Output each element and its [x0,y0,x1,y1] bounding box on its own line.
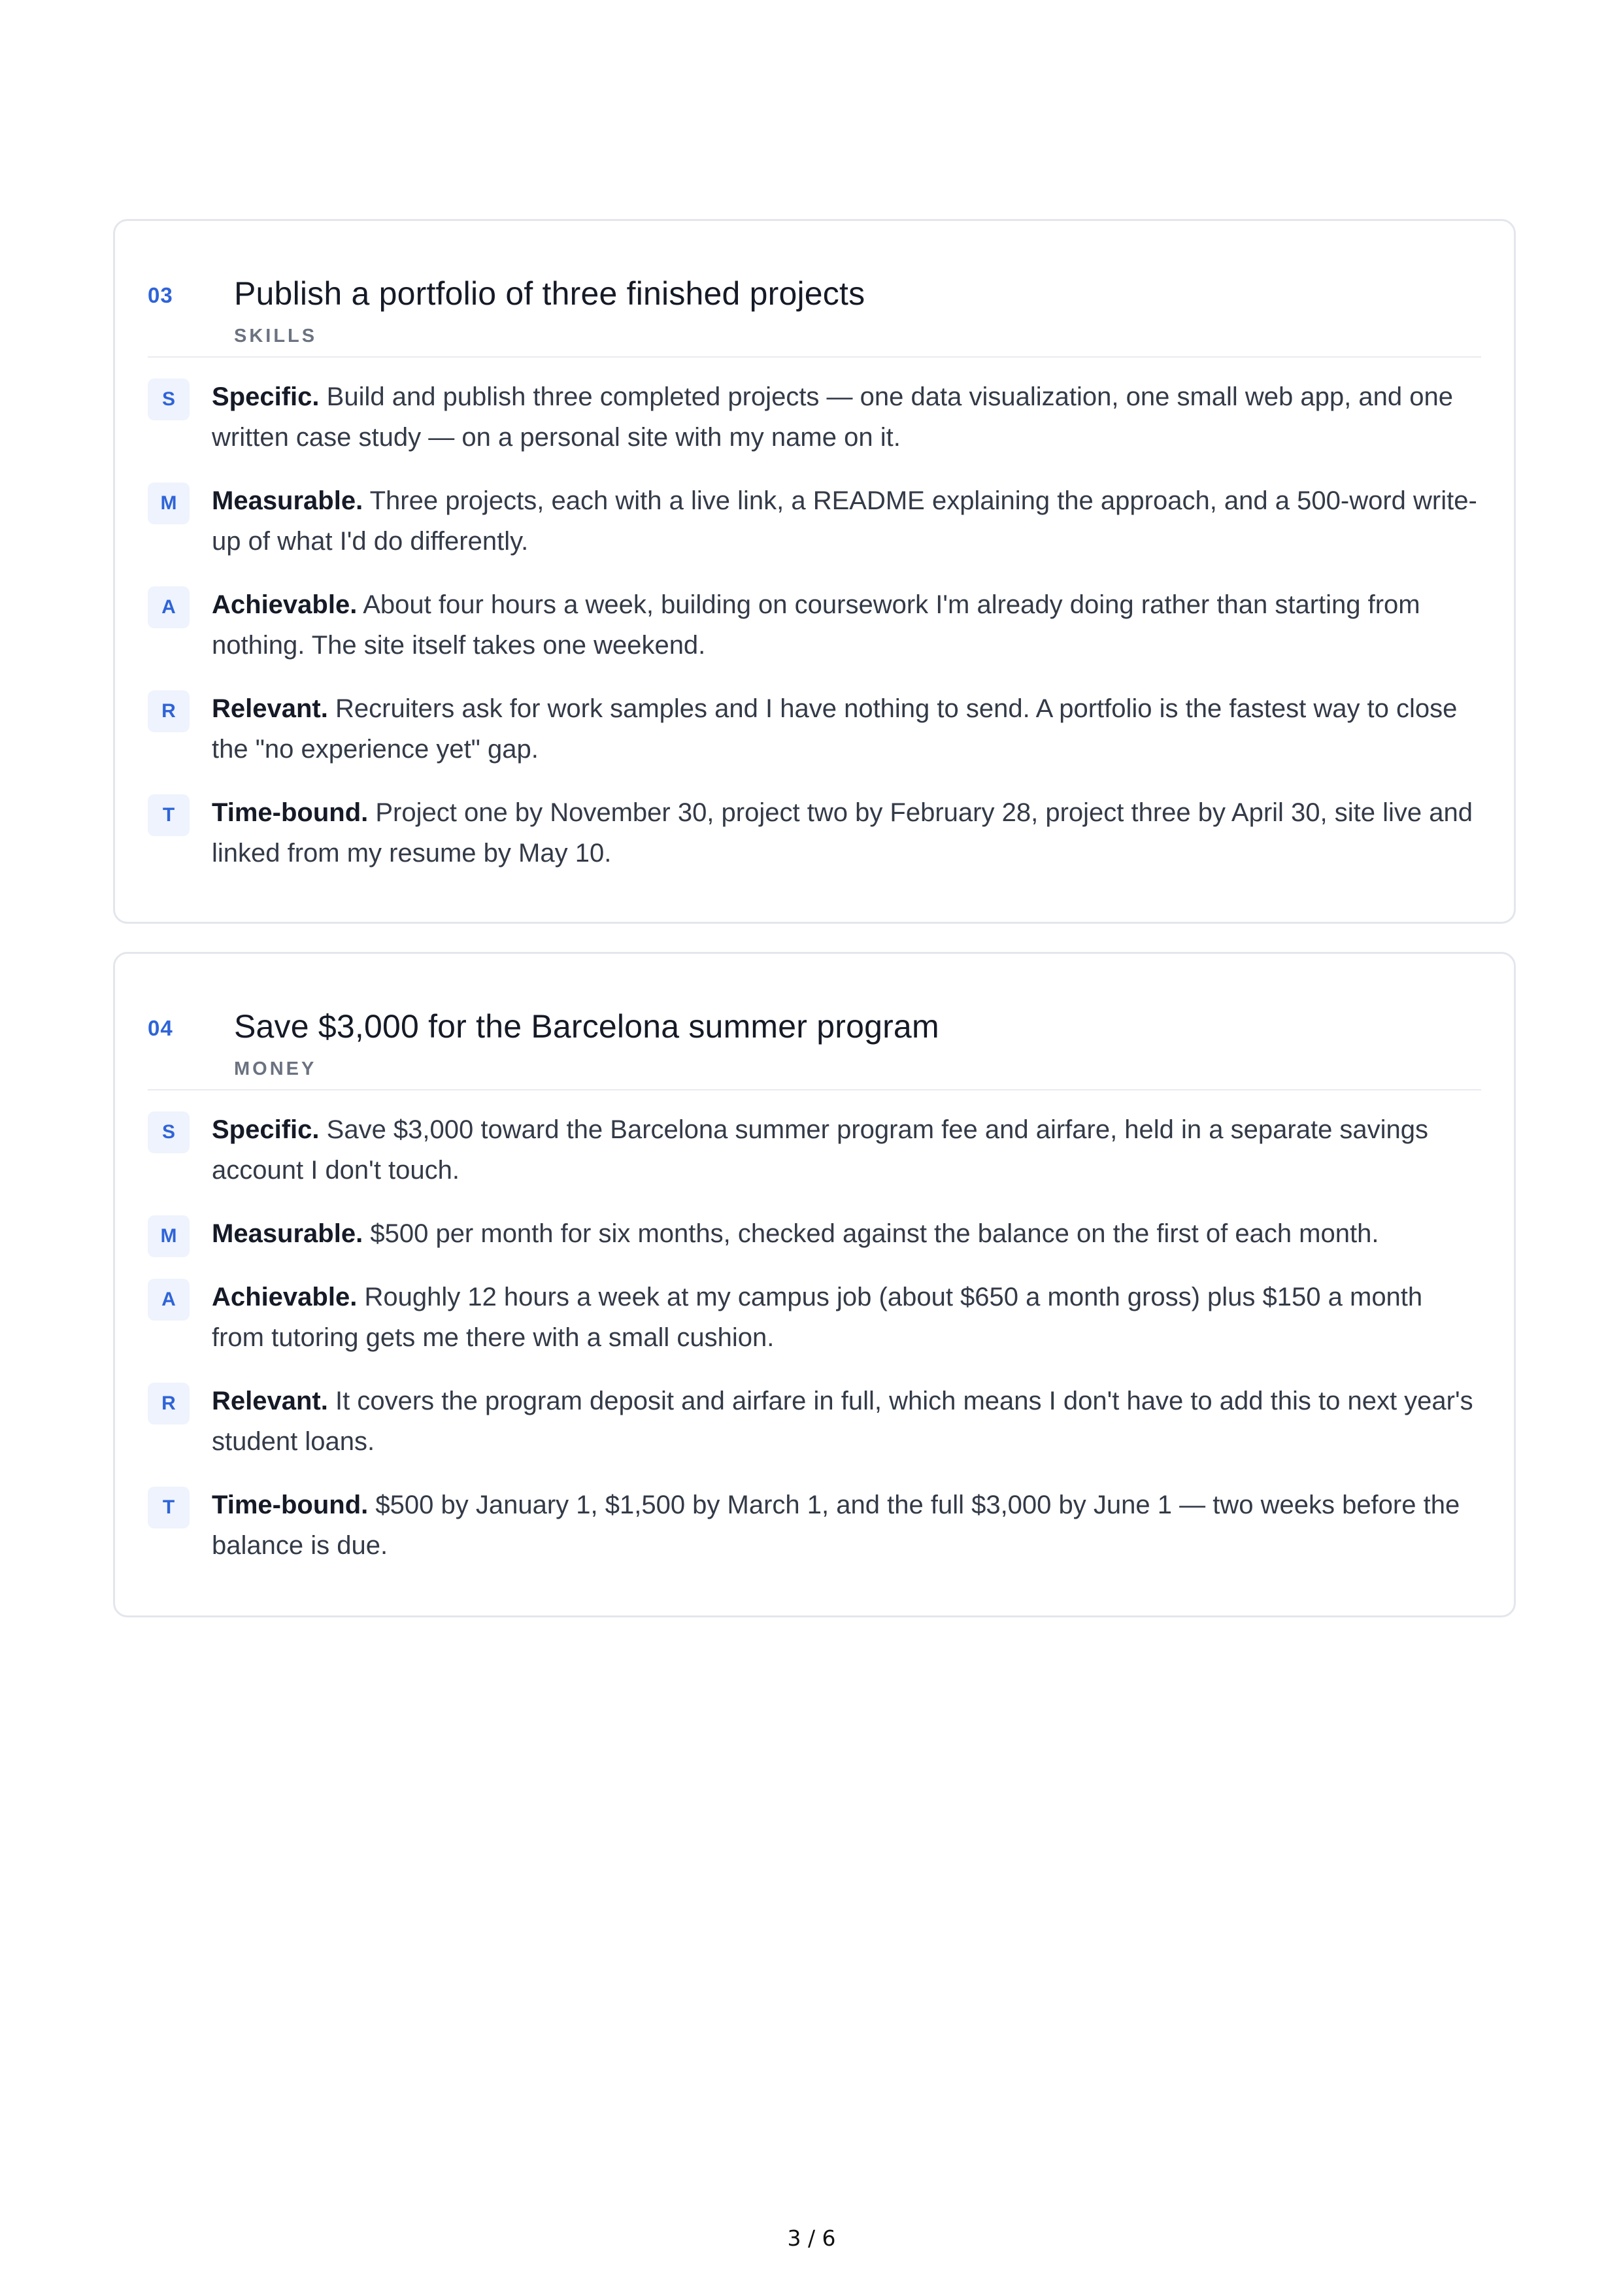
criterion-text: Recruiters ask for work samples and I have nothing to send. A portfolio is the fastest way to close the "no experience yet" gap. [212,694,1458,764]
criterion-label: Relevant. [212,1387,328,1415]
criterion-text: Build and publish three completed projects — one data visualization, one small web app, and one written case study — on a personal site with my name on it. [212,382,1453,452]
criterion-measurable [148,481,1481,562]
goal-number: 04 [148,1016,173,1040]
criterion-time-bound [148,792,1481,873]
criterion-letter-badge: S [148,379,190,420]
goal-category: SKILLS [234,326,318,346]
criterion-letter-badge: T [148,794,190,836]
criterion-measurable [148,1213,1481,1254]
criterion-label: Time-bound. [212,798,369,827]
criterion-label: Specific. [212,382,320,411]
criterion-label: Achievable. [212,590,358,619]
criterion-text: Save $3,000 toward the Barcelona summer program fee and airfare, held in a separate savings account I don't touch. [212,1115,1429,1185]
criterion-label: Measurable. [212,1219,363,1248]
criterion-label: Specific. [212,1115,320,1144]
criterion-specific [148,1109,1481,1190]
criterion-letter-badge: M [148,482,190,524]
criterion-relevant [148,688,1481,769]
goal-header [148,250,1481,358]
criterion-text: Project one by November 30, project two by February 28, project three by April 30, site live and linked from my resume by May 10. [212,798,1473,868]
criterion-text: About four hours a week, building on coursework I'm already doing rather than starting from nothing. The site itself takes one weekend. [212,590,1420,660]
goal-card [113,219,1516,924]
criterion-label: Achievable. [212,1283,358,1311]
smart-criteria-list [148,1109,1481,1589]
criterion-letter-badge: A [148,586,190,628]
goal-header [148,983,1481,1090]
criterion-letter-badge: A [148,1279,190,1321]
criterion-achievable [148,584,1481,666]
criterion-text: $500 by January 1, $1,500 by March 1, and the full $3,000 by June 1 — two weeks before the balance is due. [212,1491,1460,1560]
criterion-specific [148,377,1481,458]
criterion-label: Time-bound. [212,1491,369,1519]
criterion-letter-badge: M [148,1215,190,1257]
page-indicator: 3 / 6 [787,2225,836,2251]
criterion-letter-badge: T [148,1487,190,1528]
goal-card [113,952,1516,1617]
goal-title: Publish a portfolio of three finished projects [234,275,865,312]
criterion-text: Three projects, each with a live link, a README explaining the approach, and a 500-word write-up of what I'd do differently. [212,486,1477,556]
criterion-relevant [148,1381,1481,1462]
criterion-letter-badge: R [148,690,190,732]
criterion-text: Roughly 12 hours a week at my campus job (about $650 a month gross) plus $150 a month from tutoring gets me there with a small cushion. [212,1283,1423,1352]
criterion-time-bound [148,1485,1481,1566]
criterion-text: $500 per month for six months, checked against the balance on the first of each month. [370,1219,1379,1248]
goal-number: 03 [148,283,173,307]
smart-criteria-list [148,377,1481,896]
criterion-text: It covers the program deposit and airfare in full, which means I don't have to add this to next year's student loans. [212,1387,1473,1456]
criterion-letter-badge: R [148,1383,190,1425]
goal-category: MONEY [234,1058,317,1079]
goal-title: Save $3,000 for the Barcelona summer program [234,1008,939,1045]
criterion-label: Relevant. [212,694,328,723]
criterion-achievable [148,1277,1481,1358]
criterion-label: Measurable. [212,486,363,515]
criterion-letter-badge: S [148,1111,190,1153]
